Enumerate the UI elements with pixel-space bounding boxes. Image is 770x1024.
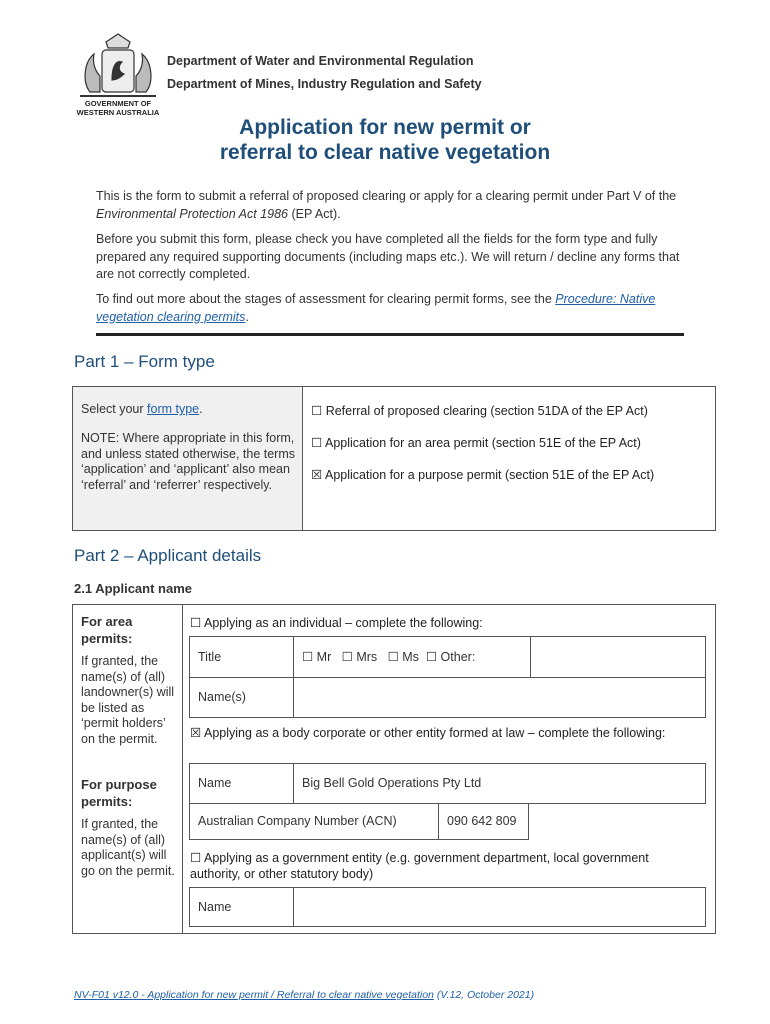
part2-heading: Part 2 – Applicant details [74, 546, 262, 565]
form-type-note: NOTE: Where appropriate in this form, and unless stated otherwise, the terms ‘application’ and ‘applicant’ also mean ‘referral’ and ‘referrer’ respectively. [81, 431, 296, 492]
intro-paragraph-2: Before you submit this form, please check you have completed all the fields for the form type and fully prepared any required supporting documents (including maps etc.). We will return / decline any forms that are not correctly completed. [96, 232, 680, 281]
page-title-line2: referral to clear native vegetation [219, 141, 551, 164]
intro-paragraph-1: This is the form to submit a referral of proposed clearing or apply for a clearing permit under Part V of the Environmental Protection Act 1986 (EP Act). [96, 189, 677, 221]
area-permits-title: For area permits: [81, 614, 133, 646]
procedure-link[interactable]: Procedure: Native vegetation clearing permits [96, 292, 656, 324]
checkbox-icon[interactable]: ☐ [190, 616, 202, 630]
option-purpose-permit[interactable]: ☒ Application for a purpose permit (section 51E of the EP Act) [311, 468, 655, 482]
title-label-cell: Title [189, 636, 294, 678]
column-divider [182, 605, 183, 933]
checkbox-icon[interactable]: ☐ [190, 851, 202, 865]
gov-name-input[interactable] [293, 887, 706, 927]
divider [96, 333, 684, 336]
names-label-cell: Name(s) [189, 677, 294, 718]
footer: NV-F01 v12.0 - Application for new permit / Referral to clear native vegetation (V.12, October 2021) [74, 989, 535, 1001]
option-government[interactable]: ☐ Applying as a government entity (e.g. government department, local government authority, or other statutory body) [190, 851, 649, 881]
gov-name-label-cell: Name [189, 887, 294, 927]
option-area-permit[interactable]: ☐ Application for an area permit (section 51E of the EP Act) [311, 436, 641, 450]
option-individual[interactable]: ☐ Applying as an individual – complete the following: [190, 616, 483, 630]
footer-link[interactable]: NV-F01 v12.0 - Application for new permit / Referral to clear native vegetation [74, 989, 434, 1001]
applicant-name-subheading: 2.1 Applicant name [74, 581, 192, 596]
checked-checkbox-icon[interactable]: ☒ [190, 726, 202, 740]
page-title-line1: Application for new permit or [239, 116, 531, 139]
option-referral[interactable]: ☐ Referral of proposed clearing (section 51DA of the EP Act) [311, 404, 648, 418]
form-type-instruction: Select your form type. [81, 402, 203, 416]
checkbox-icon[interactable]: ☐ [311, 404, 323, 418]
department-name-mines: Department of Mines, Industry Regulation and Safety [167, 77, 482, 91]
checkbox-icon[interactable]: ☐ [311, 436, 323, 450]
checked-checkbox-icon[interactable]: ☒ [311, 468, 323, 482]
purpose-permits-title: For purpose permits: [81, 777, 157, 809]
name-label-cell: Name [189, 763, 294, 804]
part1-heading: Part 1 – Form type [74, 352, 215, 371]
acn-input[interactable]: 090 642 809 [438, 803, 529, 840]
department-name-water: Department of Water and Environmental Regulation [167, 54, 474, 68]
acn-label-cell: Australian Company Number (ACN) [189, 803, 439, 840]
name-input[interactable]: Big Bell Gold Operations Pty Ltd [293, 763, 706, 804]
intro-paragraph-3: To find out more about the stages of assessment for clearing permit forms, see the Procedure: Native vegetation clearing permits. [96, 292, 656, 324]
crest-caption: GOVERNMENT OF WESTERN AUSTRALIA [76, 99, 160, 117]
names-input[interactable] [293, 677, 706, 718]
area-permits-note: If granted, the name(s) of (all) landowner(s) will be listed as ‘permit holders’ on the permit. [81, 654, 175, 746]
title-other-input[interactable] [530, 636, 706, 678]
form-type-link[interactable]: form type [147, 402, 200, 416]
option-body-corporate[interactable]: ☒ Applying as a body corporate or other entity formed at law – complete the following: [190, 726, 666, 740]
title-options[interactable]: ☐ Mr ☐ Mrs ☐ Ms ☐ Other: [293, 636, 531, 678]
purpose-permits-note: If granted, the name(s) of (all) applicant(s) will go on the permit. [81, 817, 175, 878]
